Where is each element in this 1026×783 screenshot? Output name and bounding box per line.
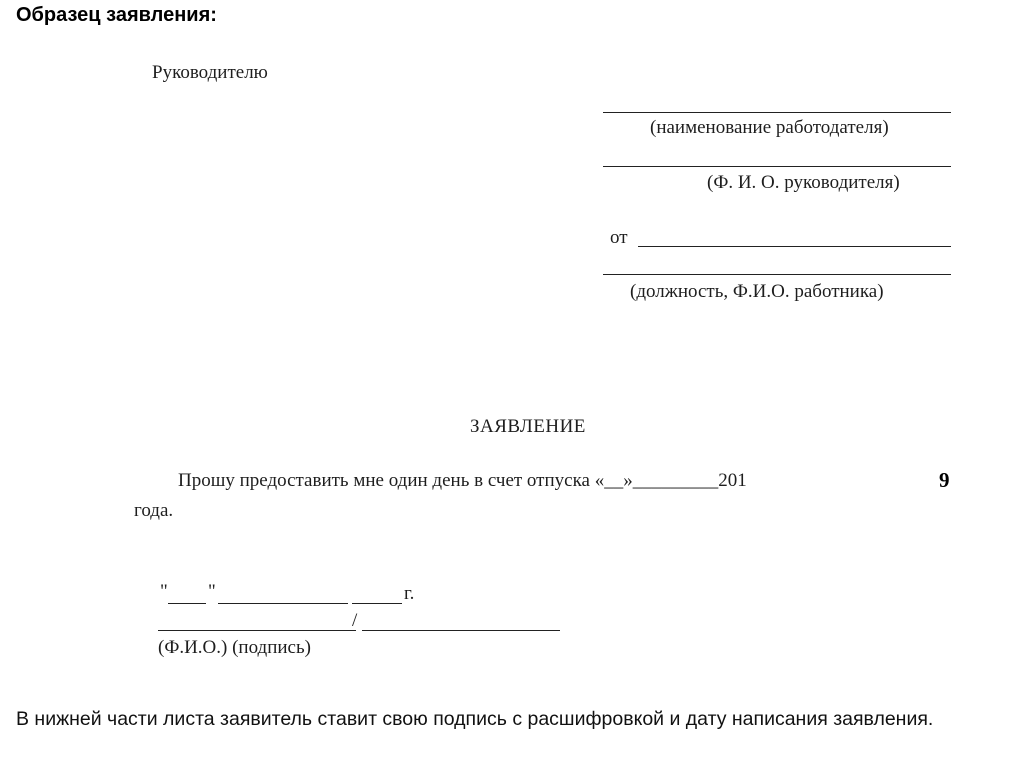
employee-hint: (должность, Ф.И.О. работника) [630, 281, 884, 302]
employee-line [603, 274, 951, 275]
slash-separator: / [352, 610, 358, 631]
employer-name-line [603, 112, 951, 113]
manager-name-hint: (Ф. И. О. руководителя) [707, 172, 900, 193]
date-suffix: г. [404, 583, 415, 604]
page-heading: Образец заявления: [16, 4, 217, 26]
document-title: ЗАЯВЛЕНИЕ [470, 416, 586, 437]
signature-line [362, 630, 560, 631]
page-caption: В нижней части листа заявитель ставит свою подпись с расшифровкой и дату написания заявления. [16, 708, 934, 730]
from-label: от [610, 227, 628, 248]
employer-name-hint: (наименование работодателя) [650, 117, 889, 138]
manager-name-line [603, 166, 951, 167]
month-line [218, 603, 348, 604]
day-line [168, 603, 206, 604]
year-line [352, 603, 402, 604]
date-quote-close: " [208, 581, 216, 602]
date-quote-open: " [160, 581, 168, 602]
addressee-label: Руководителю [152, 62, 268, 83]
year-digit: 9 [939, 468, 950, 492]
request-text-line1: Прошу предоставить мне один день в счет отпуска «__»_________201 [178, 470, 747, 491]
from-line [638, 246, 951, 247]
name-line [158, 630, 356, 631]
request-text-line2: года. [134, 500, 174, 521]
signature-hint: (Ф.И.О.) (подпись) [158, 637, 311, 658]
